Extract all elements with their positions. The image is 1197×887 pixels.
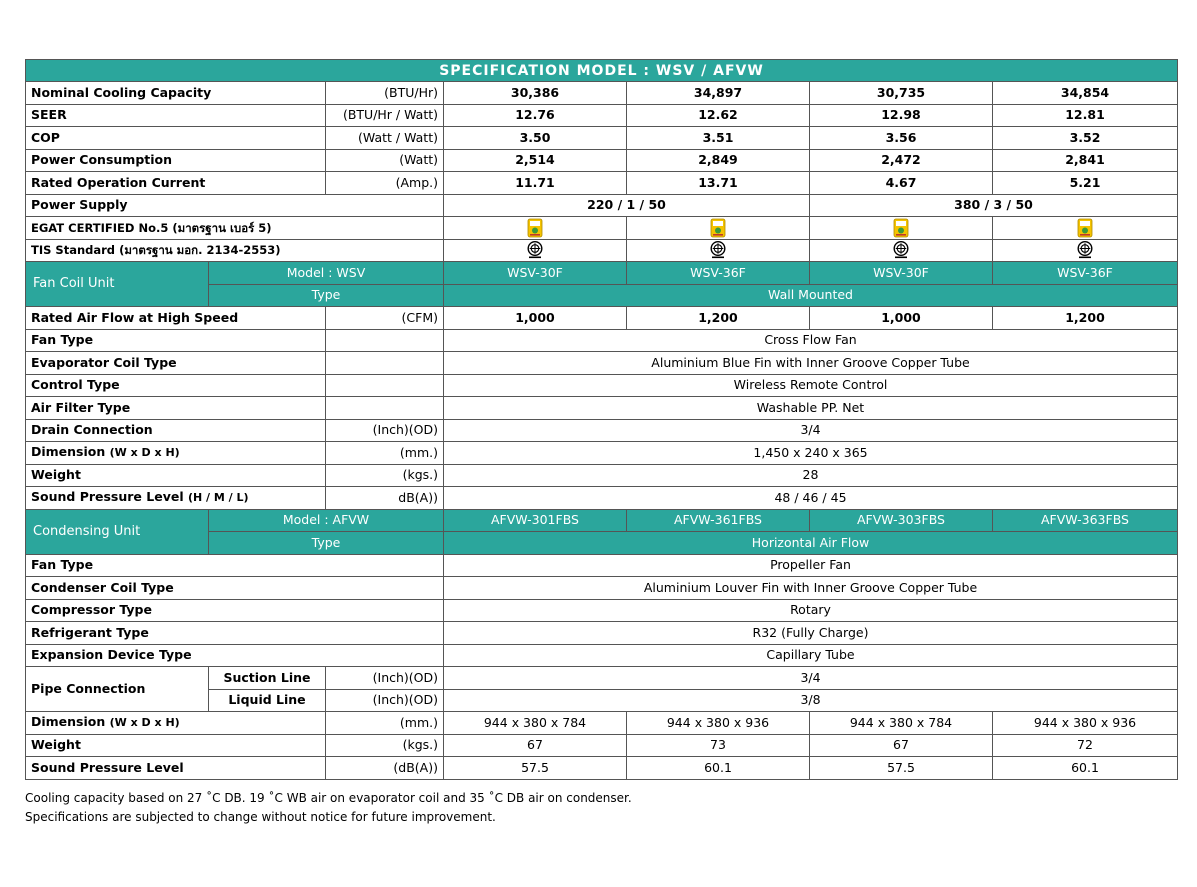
row-unit bbox=[326, 397, 444, 420]
value-cell: 13.71 bbox=[627, 172, 810, 195]
value-cell: 4.67 bbox=[810, 172, 993, 195]
condensing-spec-row bbox=[26, 622, 1178, 645]
fan-coil-model-name: WSV-36F bbox=[993, 262, 1178, 285]
value-cell: Wireless Remote Control bbox=[444, 374, 1178, 397]
suction-line-label: Suction Line bbox=[209, 667, 326, 690]
egat-icon-cell bbox=[444, 217, 627, 240]
condensing-sound-row bbox=[26, 757, 1178, 780]
value-cell: Aluminium Blue Fin with Inner Groove Copper Tube bbox=[444, 352, 1178, 375]
fan-coil-type-value: Wall Mounted bbox=[444, 284, 1178, 307]
egat-icon-cell bbox=[810, 217, 993, 240]
egat-icon-cell bbox=[627, 217, 810, 240]
value-cell: 12.98 bbox=[810, 104, 993, 127]
value-cell: 48 / 46 / 45 bbox=[444, 487, 1178, 510]
value-cell: Rotary bbox=[444, 599, 1178, 622]
row-label-text: Nominal Cooling Capacity bbox=[31, 84, 212, 100]
value-cell: Cross Flow Fan bbox=[444, 329, 1178, 352]
value-cell: 11.71 bbox=[444, 172, 627, 195]
row-label: Compressor Type bbox=[26, 599, 444, 622]
row-label-sub: (H / M / L) bbox=[187, 491, 249, 505]
value-cell: 34,854 bbox=[993, 82, 1178, 105]
row-unit: (Inch)(OD) bbox=[326, 667, 444, 690]
row-label-text: Dimension bbox=[31, 444, 106, 460]
fan-coil-spec-row bbox=[26, 442, 1178, 465]
row-label: Power Supply bbox=[26, 194, 444, 217]
condensing-model-name: AFVW-303FBS bbox=[810, 509, 993, 532]
fan-coil-spec-row bbox=[26, 352, 1178, 375]
row-label bbox=[26, 374, 326, 397]
condensing-spec-row bbox=[26, 577, 1178, 600]
row-unit: (mm.) bbox=[326, 442, 444, 465]
row-label: Refrigerant Type bbox=[26, 622, 444, 645]
liquid-line-label: Liquid Line bbox=[209, 689, 326, 712]
row-label bbox=[26, 397, 326, 420]
value-cell: 944 x 380 x 784 bbox=[444, 712, 627, 735]
value-cell: 28 bbox=[444, 464, 1178, 487]
row-label-text: Power Consumption bbox=[31, 152, 173, 168]
value-cell: 944 x 380 x 936 bbox=[627, 712, 810, 735]
tis-icon-cell bbox=[627, 239, 810, 262]
row-label-text: Weight bbox=[31, 737, 81, 753]
value-cell: 2,514 bbox=[444, 149, 627, 172]
value-cell: 2,472 bbox=[810, 149, 993, 172]
row-label bbox=[26, 127, 326, 150]
fan-coil-spec-row bbox=[26, 419, 1178, 442]
row-label-text: Rated Air Flow at High Speed bbox=[31, 309, 239, 325]
row-label bbox=[26, 239, 444, 262]
row-label-text: Rated Operation Current bbox=[31, 174, 206, 190]
condensing-spec-row bbox=[26, 554, 1178, 577]
fan-coil-model-label: Model : WSV bbox=[209, 262, 444, 285]
value-cell: 57.5 bbox=[444, 757, 627, 780]
value-cell: 67 bbox=[810, 734, 993, 757]
row-unit: (kgs.) bbox=[326, 734, 444, 757]
egat-row bbox=[26, 217, 1178, 240]
spec-row bbox=[26, 172, 1178, 195]
condensing-type-value: Horizontal Air Flow bbox=[444, 532, 1178, 555]
row-label bbox=[26, 172, 326, 195]
condensing-dimension-row bbox=[26, 712, 1178, 735]
footnotes bbox=[25, 789, 632, 827]
value-cell: 67 bbox=[444, 734, 627, 757]
value-cell: Aluminium Louver Fin with Inner Groove Copper Tube bbox=[444, 577, 1178, 600]
row-unit: (dB(A)) bbox=[326, 757, 444, 780]
tis-label-thai: (มาตรฐาน มอก. 2134-2553) bbox=[119, 243, 281, 258]
value-cell: 30,386 bbox=[444, 82, 627, 105]
row-label-text: Dimension bbox=[31, 714, 106, 730]
row-label-sub: (W x D x H) bbox=[109, 446, 180, 460]
row-label bbox=[26, 329, 326, 352]
row-label-text: Sound Pressure Level bbox=[31, 759, 184, 775]
row-unit: (BTU/Hr) bbox=[326, 82, 444, 105]
tis-mark-icon bbox=[525, 240, 545, 260]
power-supply-3ph: 380 / 3 / 50 bbox=[810, 194, 1178, 217]
value-cell: 73 bbox=[627, 734, 810, 757]
row-label bbox=[26, 82, 326, 105]
row-label: Fan Type bbox=[26, 554, 444, 577]
egat-label-5-icon bbox=[893, 218, 909, 238]
row-label bbox=[26, 149, 326, 172]
row-label bbox=[26, 419, 326, 442]
footnote-specifications: Specifications are subjected to change without notice for future improvement. bbox=[25, 810, 496, 824]
condensing-model-name: AFVW-361FBS bbox=[627, 509, 810, 532]
row-unit bbox=[326, 329, 444, 352]
condensing-model-name: AFVW-301FBS bbox=[444, 509, 627, 532]
value-cell: 60.1 bbox=[993, 757, 1178, 780]
row-label-sub: (W x D x H) bbox=[109, 716, 180, 730]
value-cell: 3.50 bbox=[444, 127, 627, 150]
row-unit: (CFM) bbox=[326, 307, 444, 330]
tis-icon-cell bbox=[444, 239, 627, 262]
egat-label-text: EGAT CERTIFIED No.5 bbox=[31, 220, 169, 235]
row-label bbox=[26, 757, 326, 780]
tis-mark-icon bbox=[708, 240, 728, 260]
row-label-text: Control Type bbox=[31, 377, 120, 393]
value-cell: Washable PP. Net bbox=[444, 397, 1178, 420]
row-unit: (Inch)(OD) bbox=[326, 689, 444, 712]
value-cell: 57.5 bbox=[810, 757, 993, 780]
fan-coil-model-row bbox=[26, 262, 1178, 285]
row-label: Condenser Coil Type bbox=[26, 577, 444, 600]
fan-coil-spec-row bbox=[26, 329, 1178, 352]
tis-label-text: TIS Standard bbox=[31, 243, 116, 258]
value-cell: 2,849 bbox=[627, 149, 810, 172]
condensing-model-row bbox=[26, 509, 1178, 532]
row-label-text: COP bbox=[31, 129, 60, 145]
row-unit bbox=[326, 352, 444, 375]
fan-coil-spec-row bbox=[26, 487, 1178, 510]
value-cell: 1,200 bbox=[993, 307, 1178, 330]
fan-coil-model-name: WSV-36F bbox=[627, 262, 810, 285]
condensing-type-label: Type bbox=[209, 532, 444, 555]
row-label bbox=[26, 442, 326, 465]
tis-mark-icon bbox=[891, 240, 911, 260]
condensing-model-name: AFVW-363FBS bbox=[993, 509, 1178, 532]
title-row bbox=[26, 60, 1178, 82]
fan-coil-spec-row bbox=[26, 374, 1178, 397]
value-cell: 1,450 x 240 x 365 bbox=[444, 442, 1178, 465]
row-unit: (kgs.) bbox=[326, 464, 444, 487]
row-unit: (Watt) bbox=[326, 149, 444, 172]
value-cell: 1,000 bbox=[810, 307, 993, 330]
condensing-weight-row bbox=[26, 734, 1178, 757]
value-cell: 3/4 bbox=[444, 419, 1178, 442]
tis-mark-icon bbox=[1075, 240, 1095, 260]
row-label bbox=[26, 712, 326, 735]
row-label bbox=[26, 487, 326, 510]
fan-coil-model-name: WSV-30F bbox=[444, 262, 627, 285]
value-cell: 12.81 bbox=[993, 104, 1178, 127]
row-label-text: Fan Type bbox=[31, 332, 94, 348]
row-label-text: Evaporator Coil Type bbox=[31, 354, 177, 370]
power-supply-row bbox=[26, 194, 1178, 217]
fan-coil-spec-row bbox=[26, 464, 1178, 487]
value-cell: 2,841 bbox=[993, 149, 1178, 172]
row-unit: (Amp.) bbox=[326, 172, 444, 195]
value-cell: Propeller Fan bbox=[444, 554, 1178, 577]
power-supply-1ph: 220 / 1 / 50 bbox=[444, 194, 810, 217]
value-cell: 944 x 380 x 784 bbox=[810, 712, 993, 735]
row-label-text: Drain Connection bbox=[31, 422, 153, 438]
value-cell: 944 x 380 x 936 bbox=[993, 712, 1178, 735]
value-cell: 60.1 bbox=[627, 757, 810, 780]
value-cell: 5.21 bbox=[993, 172, 1178, 195]
row-unit: (mm.) bbox=[326, 712, 444, 735]
row-label bbox=[26, 104, 326, 127]
tis-icon-cell bbox=[993, 239, 1178, 262]
egat-label-5-icon bbox=[710, 218, 726, 238]
value-cell: 3.56 bbox=[810, 127, 993, 150]
value-cell: 34,897 bbox=[627, 82, 810, 105]
spec-title: SPECIFICATION MODEL : WSV / AFVW bbox=[26, 60, 1178, 82]
value-cell: 1,200 bbox=[627, 307, 810, 330]
value-cell: 30,735 bbox=[810, 82, 993, 105]
value-cell: 3/8 bbox=[444, 689, 1178, 712]
spec-row bbox=[26, 127, 1178, 150]
value-cell: R32 (Fully Charge) bbox=[444, 622, 1178, 645]
row-label: Expansion Device Type bbox=[26, 644, 444, 667]
row-label bbox=[26, 464, 326, 487]
specification-table bbox=[25, 59, 1178, 780]
fan-coil-spec-row bbox=[26, 397, 1178, 420]
spec-row bbox=[26, 149, 1178, 172]
value-cell: 3.51 bbox=[627, 127, 810, 150]
row-unit: dB(A)) bbox=[326, 487, 444, 510]
condensing-spec-row bbox=[26, 599, 1178, 622]
condensing-spec-row bbox=[26, 644, 1178, 667]
row-unit: (Inch)(OD) bbox=[326, 419, 444, 442]
footnote-cooling-capacity: Cooling capacity based on 27 ˚C DB. 19 ˚C WB air on evaporator coil and 35 ˚C DB air on condenser. bbox=[25, 791, 632, 805]
fan-coil-type-label: Type bbox=[209, 284, 444, 307]
egat-label-5-icon bbox=[527, 218, 543, 238]
value-cell: 3/4 bbox=[444, 667, 1178, 690]
row-label bbox=[26, 307, 326, 330]
tis-row bbox=[26, 239, 1178, 262]
row-label bbox=[26, 734, 326, 757]
row-label bbox=[26, 217, 444, 240]
value-cell: 12.62 bbox=[627, 104, 810, 127]
value-cell: 3.52 bbox=[993, 127, 1178, 150]
value-cell: 12.76 bbox=[444, 104, 627, 127]
row-label-text: SEER bbox=[31, 107, 67, 123]
tis-icon-cell bbox=[810, 239, 993, 262]
egat-label-5-icon bbox=[1077, 218, 1093, 238]
egat-label-thai: (มาตรฐาน เบอร์ 5) bbox=[172, 220, 272, 235]
fan-coil-model-name: WSV-30F bbox=[810, 262, 993, 285]
row-label-text: Weight bbox=[31, 467, 81, 483]
airflow-row bbox=[26, 307, 1178, 330]
row-unit: (Watt / Watt) bbox=[326, 127, 444, 150]
spec-row bbox=[26, 82, 1178, 105]
row-unit: (BTU/Hr / Watt) bbox=[326, 104, 444, 127]
row-label-text: Air Filter Type bbox=[31, 399, 131, 415]
value-cell: Capillary Tube bbox=[444, 644, 1178, 667]
condensing-section-label: Condensing Unit bbox=[26, 509, 209, 554]
value-cell: 72 bbox=[993, 734, 1178, 757]
pipe-suction-row bbox=[26, 667, 1178, 690]
spec-row bbox=[26, 104, 1178, 127]
value-cell: 1,000 bbox=[444, 307, 627, 330]
condensing-model-label: Model : AFVW bbox=[209, 509, 444, 532]
fan-coil-section-label: Fan Coil Unit bbox=[26, 262, 209, 307]
row-label-text: Sound Pressure Level bbox=[31, 489, 184, 505]
pipe-connection-label: Pipe Connection bbox=[26, 667, 209, 712]
egat-icon-cell bbox=[993, 217, 1178, 240]
row-label bbox=[26, 352, 326, 375]
row-unit bbox=[326, 374, 444, 397]
